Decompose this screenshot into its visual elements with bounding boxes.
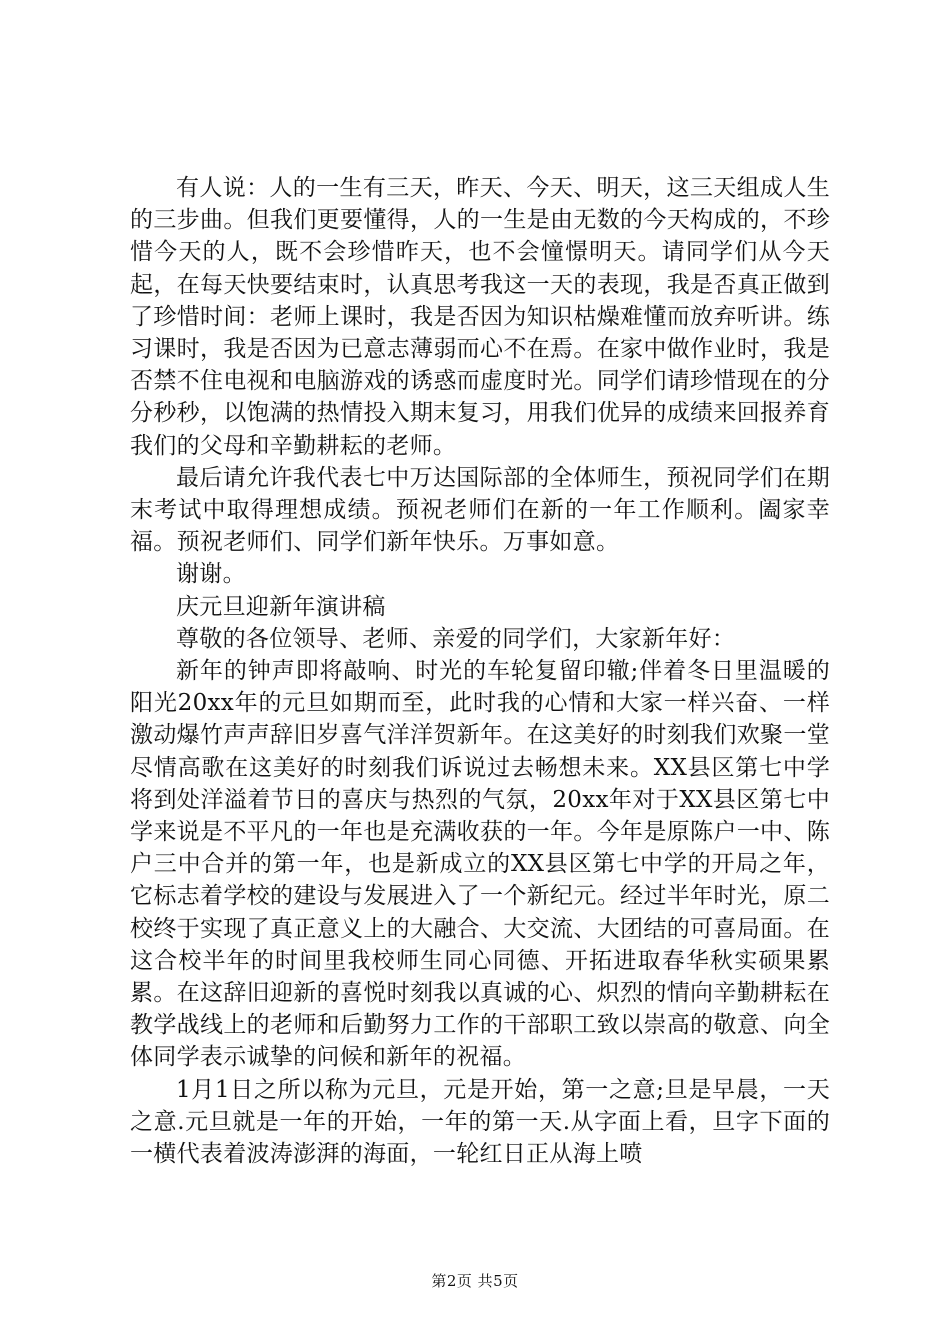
body-text bbox=[130, 172, 830, 1170]
paragraph-yuandan-meaning: 1月1日之所以称为元旦，元是开始，第一之意;旦是早晨，一天之意.元旦就是一年的开始，一年的第一天.从字面上看，旦字下面的一横代表着波涛澎湃的海面，一轮红日正从海上喷 bbox=[130, 1076, 830, 1168]
paragraph-best-wishes: 最后请允许我代表七中万达国际部的全体师生，预祝同学们在期末考试中取得理想成绩。预祝老师们在新的一年工作顺利。阖家幸福。预祝老师们、同学们新年快乐。万事如意。 bbox=[130, 464, 830, 556]
page-number: 第2页 共5页 bbox=[431, 1272, 519, 1290]
speech-greeting: 尊敬的各位领导、老师、亲爱的同学们，大家新年好： bbox=[176, 625, 736, 652]
paragraph-cherish-today: 有人说：人的一生有三天，昨天、今天、明天，这三天组成人生的三步曲。但我们更要懂得，人的一生是由无数的今天构成的，不珍惜今天的人，既不会珍惜昨天，也不会憧憬明天。请同学们从今天起，在每天快要结束时，认真思考我这一天的表现，我是否真正做到了珍惜时间：老师上课时，我是否因为知识枯燥难懂而放弃听讲。练习课时，我是否因为已意志薄弱而心不在焉。在家中做作业时，我是否禁不住电视和电脑游戏的诱惑而虚度时光。同学们请珍惜现在的分分秒秒，以饱满的热情投入期末复习，用我们优异的成绩来回报养育我们的父母和辛勤耕耘的老师。 bbox=[130, 175, 830, 459]
paragraph-new-year: 新年的钟声即将敲响、时光的车轮复留印辙;伴着冬日里温暖的阳光20xx年的元旦如期而至，此时我的心情和大家一样兴奋、一样激动爆竹声声辞旧岁喜气洋洋贺新年。在这美好的时刻我们欢聚一堂尽情高歌在这美好的时刻我们诉说过去畅想未来。XX县区第七中学将到处洋溢着节日的喜庆与热烈的气氛，20xx年对于XX县区第七中学来说是不平凡的一年也是充满收获的一年。今年是原陈户一中、陈户三中合并的第一年，也是新成立的XX县区第七中学的开局之年，它标志着学校的建设与发展进入了一个新纪元。经过半年时光，原二校终于实现了真正意义上的大融合、大交流、大团结的可喜局面。在这合校半年的时间里我校师生同心同德、开拓进取春华秋实硕果累累。在这辞旧迎新的喜悦时刻我以真诚的心、炽烈的情向辛勤耕耘在教学战线上的老师和后勤努力工作的干部职工致以崇高的敬意、向全体同学表示诚挚的问候和新年的祝福。 bbox=[130, 658, 830, 1071]
paragraph-thanks: 谢谢。 bbox=[176, 561, 246, 588]
speech-title: 庆元旦迎新年演讲稿 bbox=[176, 593, 386, 620]
